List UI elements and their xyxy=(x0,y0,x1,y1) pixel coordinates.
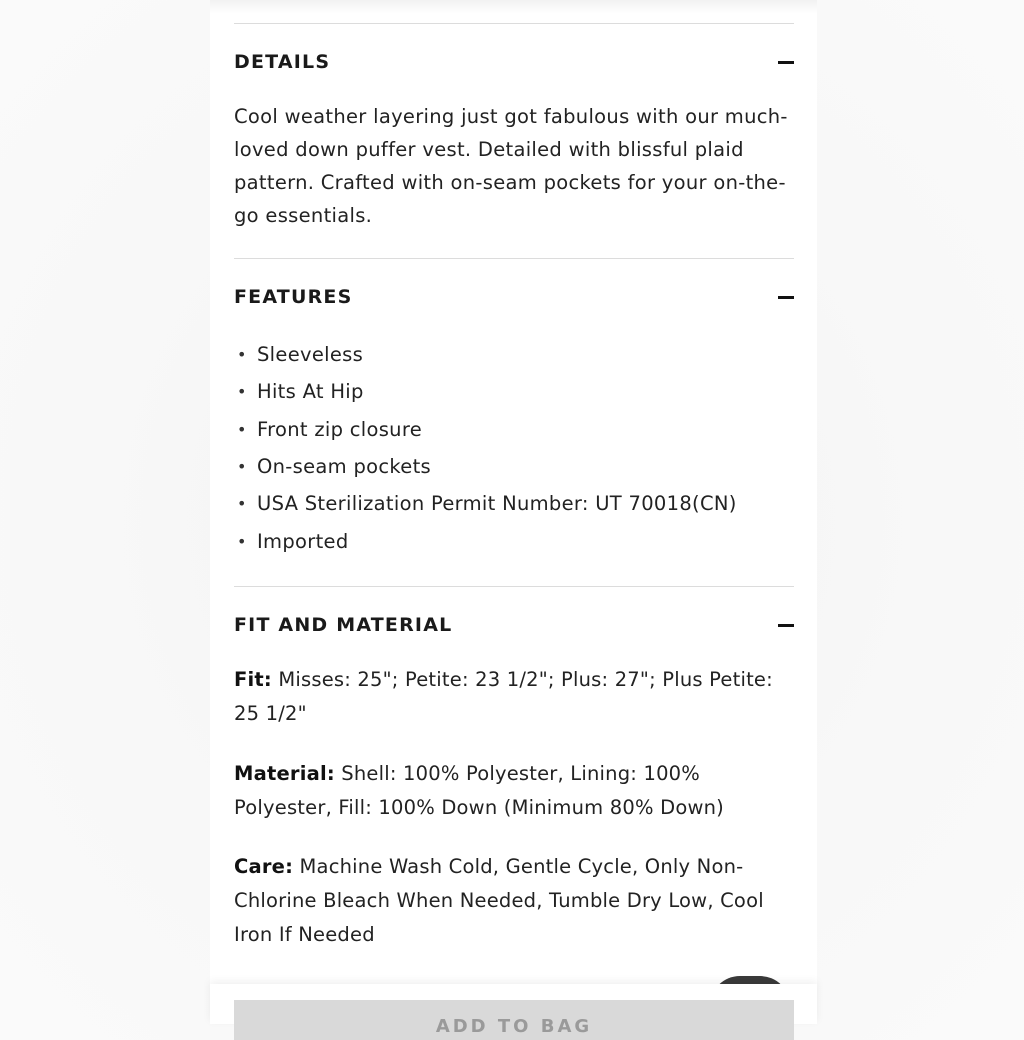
product-details-panel xyxy=(210,0,817,1037)
care-label: Care: xyxy=(234,855,294,878)
fit-material-section-header[interactable] xyxy=(234,610,794,640)
bullet-icon: • xyxy=(237,494,247,514)
bullet-icon: • xyxy=(237,382,247,402)
fit-info xyxy=(234,663,794,731)
divider xyxy=(234,258,794,259)
divider xyxy=(234,586,794,587)
care-info xyxy=(234,850,794,952)
add-to-bag-button[interactable]: ADD TO BAG xyxy=(234,1000,794,1040)
bullet-icon: • xyxy=(237,531,247,551)
list-item: • USA Sterilization Permit Number: UT 70018(CN) xyxy=(234,485,794,522)
material-info xyxy=(234,757,794,825)
list-item: • Front zip closure xyxy=(234,411,794,448)
material-value: Shell: 100% Polyester, Lining: 100% Polyester, Fill: 100% Down (Minimum 80% Down) xyxy=(234,762,724,819)
divider xyxy=(234,23,794,24)
minus-icon[interactable] xyxy=(778,624,794,627)
features-title: FEATURES xyxy=(234,286,353,308)
bullet-icon: • xyxy=(237,419,247,439)
bullet-icon: • xyxy=(237,345,247,365)
list-item: • Sleeveless xyxy=(234,336,794,373)
features-section-header[interactable] xyxy=(234,282,794,312)
care-value: Machine Wash Cold, Gentle Cycle, Only Non-Chlorine Bleach When Needed, Tumble Dry Low, Cool Iron If Needed xyxy=(234,855,764,946)
fit-label: Fit: xyxy=(234,668,272,691)
minus-icon[interactable] xyxy=(778,296,794,299)
list-item: • On-seam pockets xyxy=(234,448,794,485)
fit-value: Misses: 25"; Petite: 23 1/2"; Plus: 27"; Plus Petite: 25 1/2" xyxy=(234,668,773,725)
minus-icon[interactable] xyxy=(778,61,794,64)
material-label: Material: xyxy=(234,762,335,785)
details-section-header[interactable] xyxy=(234,47,794,77)
details-description: Cool weather layering just got fabulous with our much-loved down puffer vest. Detailed with blissful plaid pattern. Crafted with on-seam pockets for your on-the-go essentials. xyxy=(234,105,788,227)
list-item: • Hits At Hip xyxy=(234,373,794,410)
list-item: • Imported xyxy=(234,522,794,559)
details-title: DETAILS xyxy=(234,51,331,73)
bullet-icon: • xyxy=(237,457,247,477)
fit-material-title: FIT AND MATERIAL xyxy=(234,614,453,636)
features-list xyxy=(234,336,794,560)
sticky-bottom-bar xyxy=(210,984,817,1037)
top-shade xyxy=(210,0,817,14)
